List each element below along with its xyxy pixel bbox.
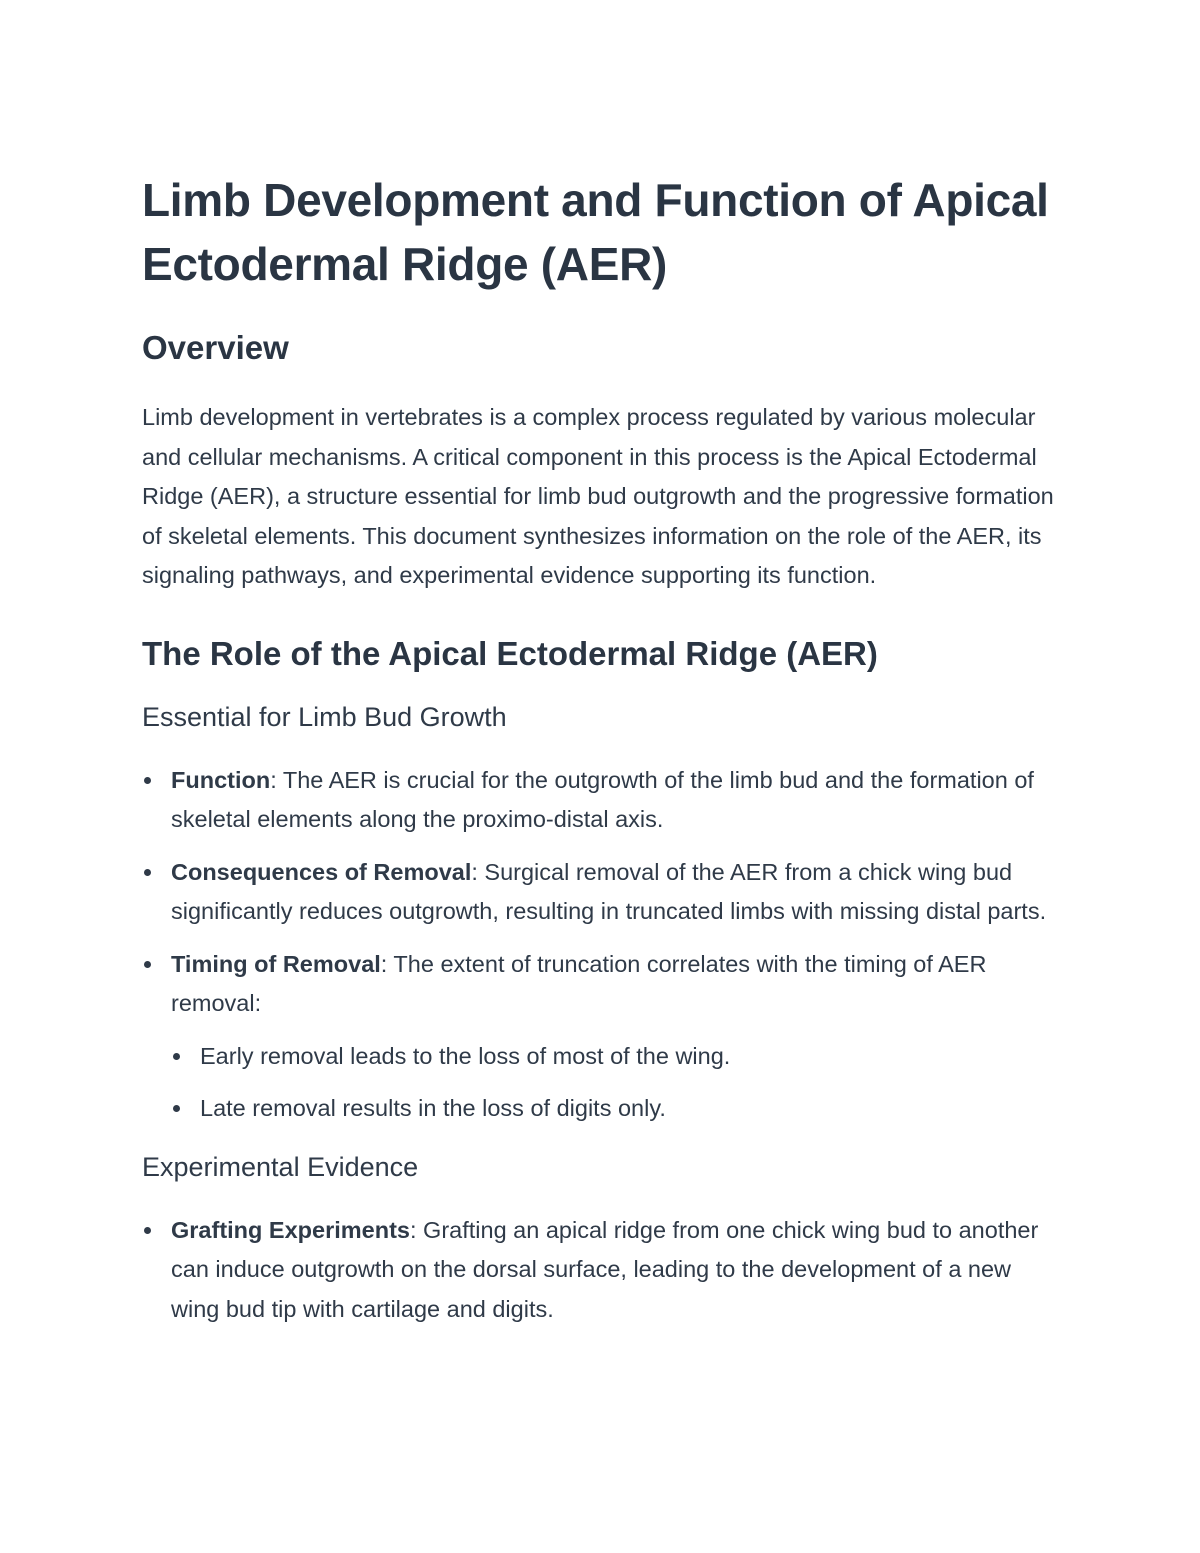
list-item-function (142, 761, 1062, 840)
document-page (142, 168, 1062, 1342)
list-item-text: : Surgical removal of the AER from a chick wing bud significantly reduces outgrowth, resulting in truncated limbs with missing distal parts. (171, 858, 1047, 924)
role-section-heading: The Role of the Apical Ectodermal Ridge (AER) (142, 634, 878, 672)
list-item-text: : Grafting an apical ridge from one chick wing bud to another can induce outgrowth on the dorsal surface, leading to the development of a new wing bud tip with cartilage and digits. (171, 1216, 1039, 1322)
document-title: Limb Development and Function of Apical Ectodermal Ridge (AER) (142, 174, 1049, 290)
sublist-item-late: Late removal results in the loss of digits only. (171, 1089, 1062, 1129)
essential-growth-list (142, 761, 1062, 1129)
list-item-term: Timing of Removal (171, 950, 381, 977)
essential-growth-heading: Essential for Limb Bud Growth (142, 701, 507, 732)
list-item-term: Consequences of Removal (171, 858, 472, 885)
list-item-grafting (142, 1211, 1062, 1330)
list-item-term: Grafting Experiments (171, 1216, 410, 1243)
sublist-item-early: Early removal leads to the loss of most of the wing. (171, 1037, 1062, 1077)
overview-paragraph: Limb development in vertebrates is a complex process regulated by various molecular and cellular mechanisms. A critical component in this process is the Apical Ectodermal Ridge (AER), a structure essential for limb bud outgrowth and the progressive formation of skeletal elements. This document synthesizes information on the role of the AER, its signaling pathways, and experimental evidence supporting its function. (142, 404, 1054, 588)
experimental-evidence-heading: Experimental Evidence (142, 1151, 419, 1182)
overview-heading: Overview (142, 329, 289, 366)
experimental-evidence-list (142, 1211, 1062, 1330)
timing-sublist (171, 1037, 1062, 1129)
list-item-timing (142, 945, 1062, 1129)
list-item-text: : The AER is crucial for the outgrowth of the limb bud and the formation of skeletal elements along the proximo-distal axis. (171, 766, 1034, 832)
list-item-consequences (142, 853, 1062, 932)
list-item-term: Function (171, 766, 271, 793)
list-item-text: : The extent of truncation correlates with the timing of AER removal: (171, 950, 987, 1016)
